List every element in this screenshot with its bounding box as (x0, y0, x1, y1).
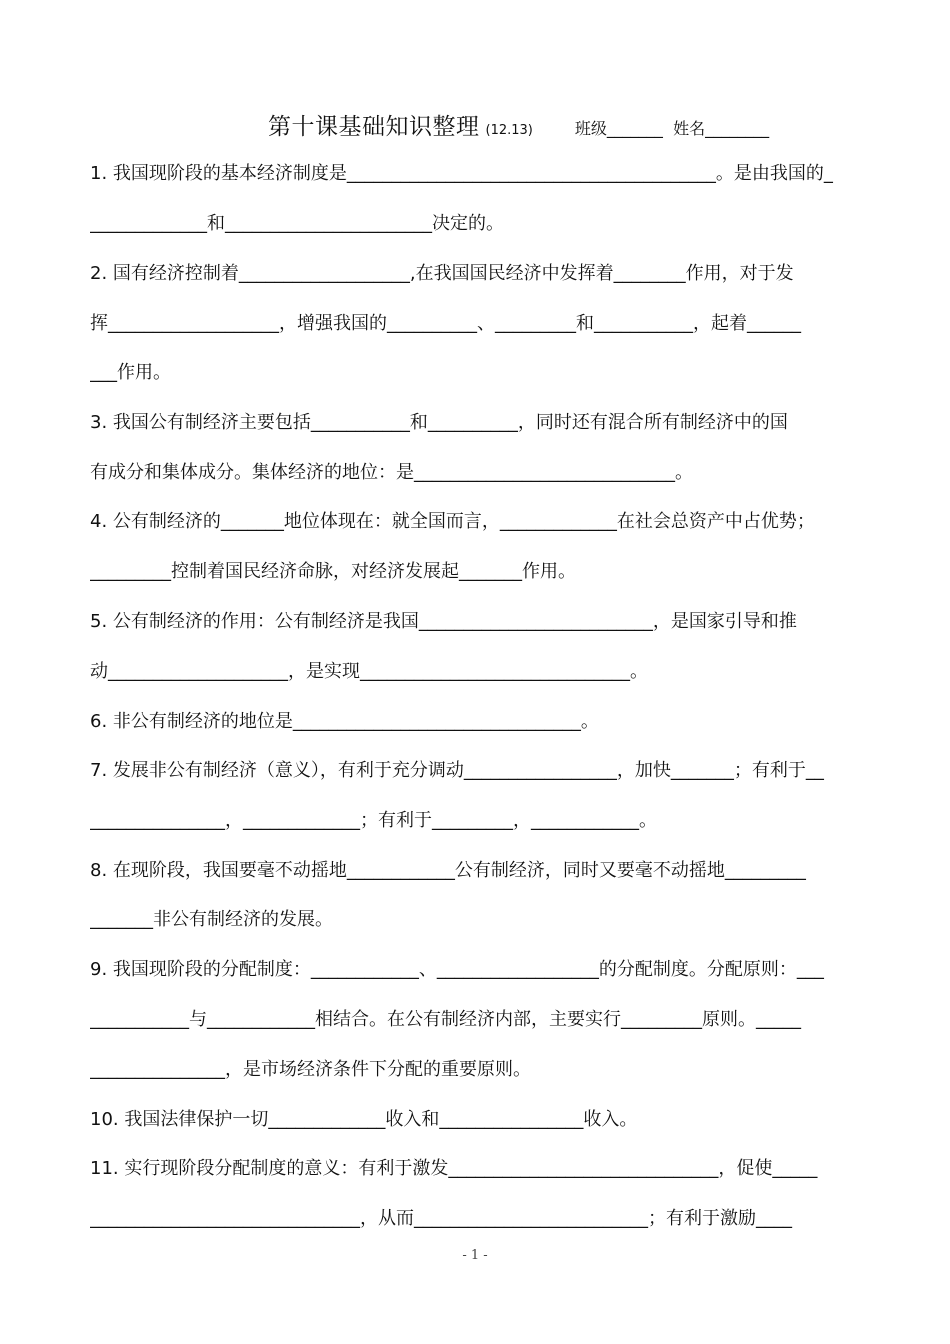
title-row (268, 108, 868, 141)
text-line: 2. 国有经济控制着___________________,在我国国民经济中发挥着________作用，对于发 (90, 263, 794, 284)
text-line: 11. 实行现阶段分配制度的意义：有利于激发______________________________，促使_____ (90, 1158, 818, 1179)
page-title: 第十课基础知识整理 (268, 114, 480, 140)
text-line: 7. 发展非公有制经济（意义），有利于充分调动_________________，加快_______；有利于__ (90, 760, 824, 781)
text-line: 6. 非公有制经济的地位是________________________________。 (90, 711, 599, 732)
text-line: _______________，是市场经济条件下分配的重要原则。 (90, 1059, 531, 1080)
text-line: 挥___________________，增强我国的__________、_________和___________，起着______ (90, 313, 801, 334)
title-date: (12.13) (485, 123, 533, 138)
page-number: - 1 - (462, 1248, 488, 1263)
class-field: 班级_______ (574, 119, 663, 138)
text-line: 5. 公有制经济的作用：公有制经济是我国__________________________，是国家引导和推 (90, 611, 797, 632)
text-line: 有成分和集体成分。集体经济的地位：是_____________________________。 (90, 462, 693, 483)
text-line: 4. 公有制经济的_______地位体现在：就全国而言，_____________在社会总资产中占优势； (90, 511, 815, 532)
text-line: 8. 在现阶段，我国要毫不动摇地____________公有制经济，同时又要毫不动摇地_________ (90, 860, 806, 881)
text-line: 9. 我国现阶段的分配制度：____________、__________________的分配制度。分配原则：___ (90, 959, 824, 980)
text-line: _____________和_______________________决定的。 (90, 213, 504, 234)
text-line: 1. 我国现阶段的基本经济制度是_________________________________________。是由我国的_ (90, 163, 833, 184)
text-line: _______非公有制经济的发展。 (90, 909, 333, 930)
text-line: ______________________________，从而__________________________；有利于激励____ (90, 1208, 792, 1229)
text-line: _______________，_____________；有利于_________，____________。 (90, 810, 657, 831)
name-field: 姓名________ (673, 119, 770, 138)
text-line: ___作用。 (90, 362, 171, 383)
text-line: ___________与____________相结合。在公有制经济内部，主要实行_________原则。_____ (90, 1009, 801, 1030)
text-line: 10. 我国法律保护一切_____________收入和________________收入。 (90, 1109, 638, 1130)
text-line: _________控制着国民经济命脉，对经济发展起_______作用。 (90, 561, 576, 582)
text-line: 动____________________，是实现______________________________。 (90, 661, 648, 682)
text-line: 3. 我国公有制经济主要包括___________和__________，同时还有混合所有制经济中的国 (90, 412, 788, 433)
